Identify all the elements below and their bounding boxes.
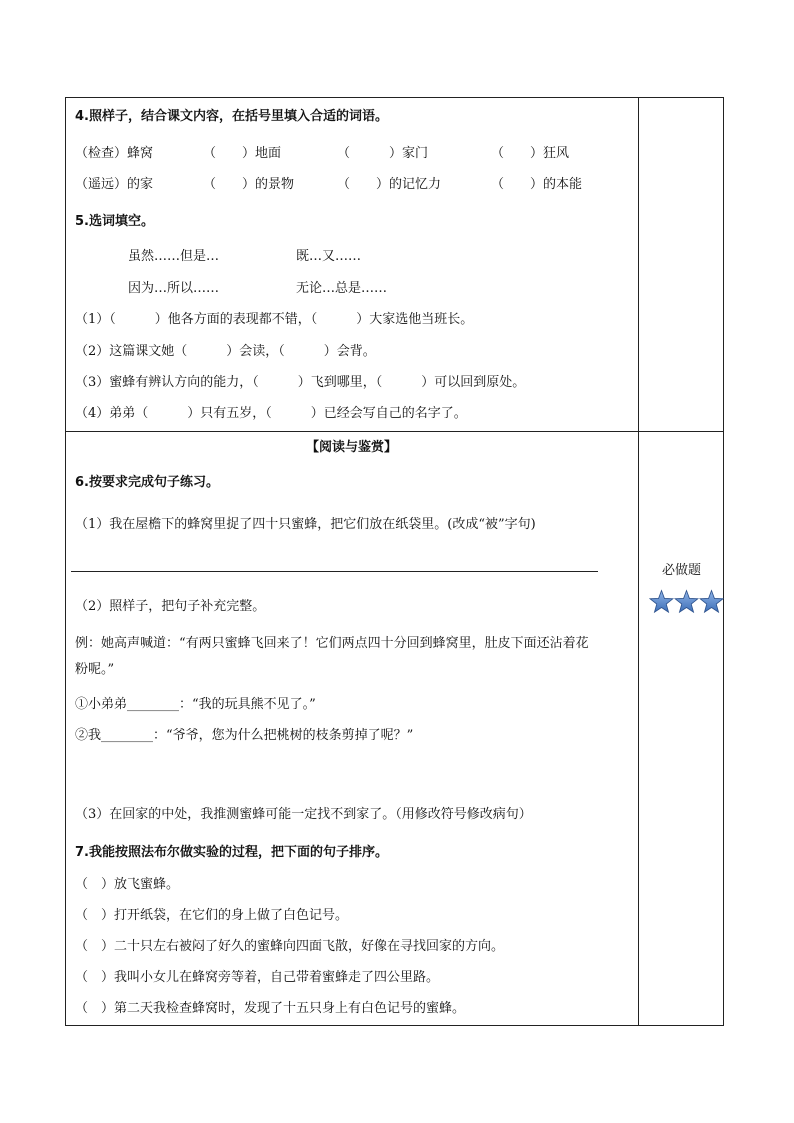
star-icon <box>700 591 723 613</box>
q7-item-2: （ ）打开纸袋，在它们的身上做了白色记号。 <box>75 908 349 923</box>
q4-r2-c1: （遥远）的家 <box>75 177 154 192</box>
q5-item-2: （2）这篇课文她（ ）会读，（ ）会背。 <box>75 344 376 359</box>
q6-fill-1: ①小弟弟________：“我的玩具熊不见了。” <box>75 697 316 712</box>
star-rating <box>649 589 724 615</box>
q5-title: 5.选词填空。 <box>75 214 154 229</box>
q4-r2-c2: （ ）的景物 <box>203 177 295 192</box>
q4-r1-c1: （检查）蜂窝 <box>75 146 154 161</box>
q5-item-1: （1）（ ）他各方面的表现都不错，（ ）大家选他当班长。 <box>75 312 474 327</box>
q5-option-4: 无论…总是…… <box>296 281 388 296</box>
q4-r2-c4: （ ）的本能 <box>491 177 583 192</box>
q7-item-1: （ ）放飞蜜蜂。 <box>75 877 180 892</box>
q4-r2-c3: （ ）的记忆力 <box>337 177 442 192</box>
q7-title: 7.我能按照法布尔做实验的过程，把下面的句子排序。 <box>75 845 388 860</box>
q6-part-3: （3）在回家的中处，我推测蜜蜂可能一定找不到家了。（用修改符号修改病句） <box>75 807 532 822</box>
q6-part-2: （2）照样子，把句子补充完整。 <box>75 599 266 614</box>
q4-r1-c2: （ ）地面 <box>203 146 282 161</box>
q5-option-2: 既…又…… <box>296 249 362 264</box>
q6-example-line-2: 粉呢。” <box>75 662 115 677</box>
q7-item-4: （ ）我叫小女儿在蜂窝旁等着，自己带着蜜蜂走了四公里路。 <box>75 970 440 985</box>
section-heading: 【阅读与鉴赏】 <box>305 440 397 455</box>
q5-option-1: 虽然……但是… <box>128 249 220 264</box>
answer-line[interactable] <box>71 571 598 572</box>
star-icon <box>675 591 698 613</box>
q7-item-3: （ ）二十只左右被闷了好久的蜜蜂向四面飞散，好像在寻找回家的方向。 <box>75 939 505 954</box>
q4-r1-c3: （ ）家门 <box>337 146 429 161</box>
worksheet-table <box>65 97 724 1026</box>
q6-example-line-1: 例：她高声喊道：“有两只蜜蜂飞回来了！它们两点四十分回到蜂窝里，肚皮下面还沾着花 <box>75 636 589 651</box>
q7-item-5: （ ）第二天我检查蜂窝时，发现了十五只身上有白色记号的蜜蜂。 <box>75 1001 466 1016</box>
q6-title: 6.按要求完成句子练习。 <box>75 475 219 490</box>
row-divider <box>65 431 724 432</box>
star-icon <box>650 591 673 613</box>
q5-item-3: （3）蜜蜂有辨认方向的能力，（ ）飞到哪里，（ ）可以回到原处。 <box>75 375 526 390</box>
column-divider <box>638 97 639 1026</box>
q6-part-1: （1）我在屋檐下的蜂窝里捉了四十只蜜蜂，把它们放在纸袋里。(改成“被”字句) <box>75 517 536 532</box>
difficulty-label: 必做题 <box>661 563 701 578</box>
q5-item-4: （4）弟弟（ ）只有五岁，（ ）已经会写自己的名字了。 <box>75 406 467 421</box>
q5-option-3: 因为…所以…… <box>128 281 220 296</box>
q4-r1-c4: （ ）狂风 <box>491 146 570 161</box>
q6-fill-2: ②我________：“爷爷，您为什么把桃树的枝条剪掉了呢？” <box>75 728 414 743</box>
q4-title: 4.照样子，结合课文内容，在括号里填入合适的词语。 <box>75 109 388 124</box>
